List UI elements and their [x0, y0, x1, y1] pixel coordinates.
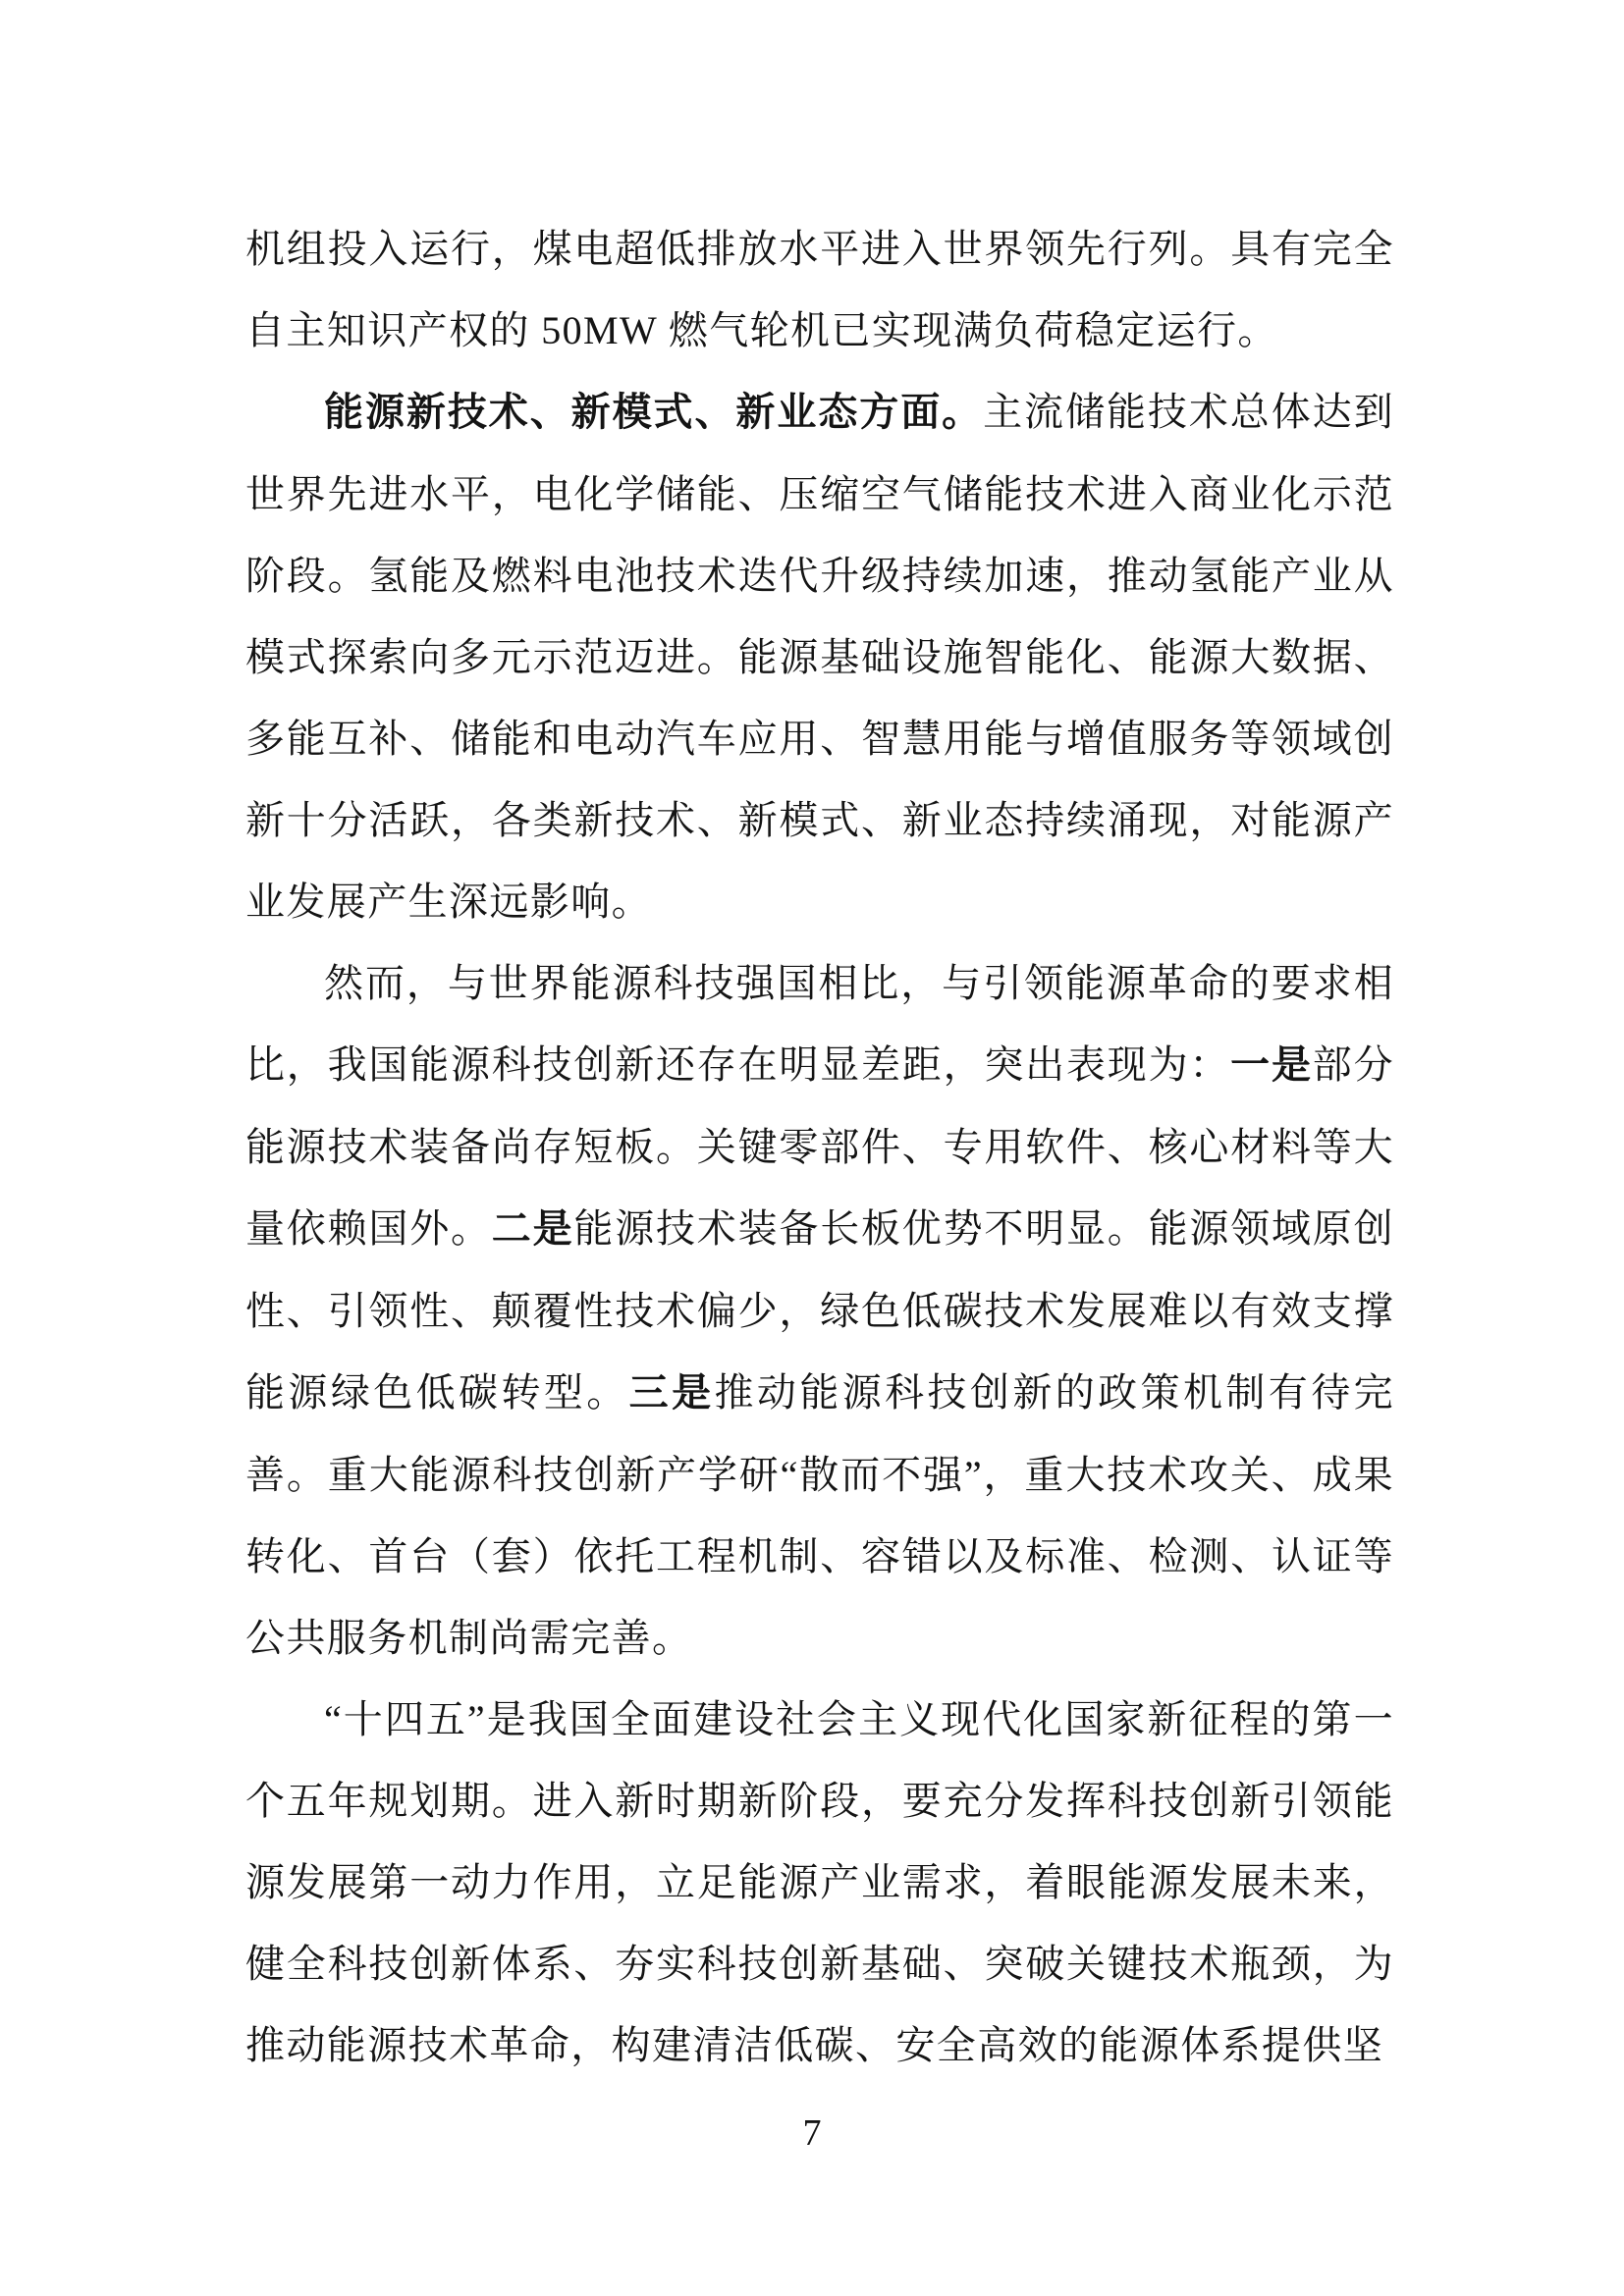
paragraph-gaps-analysis: [245, 942, 1394, 1679]
text-segment: 能源技术装备长板优势不明显。能源领域原创性、引领性、颠覆性技术偏少，绿色低碳技术发展难以有效支撑能源绿色低碳转型。: [245, 1206, 1394, 1415]
bold-enumerator-third: 三是: [628, 1371, 715, 1415]
page-number: 7: [802, 2112, 822, 2154]
text-segment: 主流储能技术总体达到世界先进水平，电化学储能、压缩空气储能技术进入商业化示范阶段。氢能及燃料电池技术迭代升级持续加速，推动氢能产业从模式探索向多元示范迈进。能源基础设施智能化、能源大数据、多能互补、储能和电动汽车应用、智慧用能与增值服务等领域创新十分活跃，各类新技术、新模式、新业态持续涌现，对能源产业发展产生深远影响。: [245, 390, 1395, 924]
page-body-text: [245, 208, 1394, 2086]
bold-enumerator-second: 二是: [491, 1207, 574, 1251]
text-segment: 部分能源技术装备尚存短板。关键零部件、专用软件、核心材料等大量依赖国外。: [245, 1042, 1394, 1251]
paragraph-14th-five-year-plan: [245, 1679, 1394, 2086]
page-footer: [0, 2110, 1624, 2156]
text-segment: “十四五”是我国全面建设社会主义现代化国家新征程的第一个五年规划期。进入新时期新阶段，要充分发挥科技创新引领能源发展第一动力作用，立足能源产业需求，着眼能源发展未来，健全科技创新体系、夯实科技创新基础、突破关键技术瓶颈，为推动能源技术革命，构建清洁低碳、安全高效的能源体系提供坚: [245, 1697, 1394, 2067]
text-segment: 机组投入运行，煤电超低排放水平进入世界领先行列。具有完全自主知识产权的 50MW 燃气轮机已实现满负荷稳定运行。: [245, 227, 1394, 352]
text-segment: 然而，与世界能源科技强国相比，与引领能源革命的要求相比，我国能源科技创新还存在明显差距，突出表现为：: [245, 961, 1394, 1087]
paragraph-continuation: [245, 208, 1394, 371]
text-segment: 推动能源科技创新的政策机制有待完善。重大能源科技创新产学研“散而不强”，重大技术攻关、成果转化、首台（套）依托工程机制、容错以及标准、检测、认证等公共服务机制尚需完善。: [245, 1370, 1394, 1660]
paragraph-new-tech-modes: [245, 371, 1394, 942]
bold-run-in-heading: 能源新技术、新模式、新业态方面。: [324, 391, 984, 434]
bold-enumerator-first: 一是: [1230, 1043, 1313, 1087]
